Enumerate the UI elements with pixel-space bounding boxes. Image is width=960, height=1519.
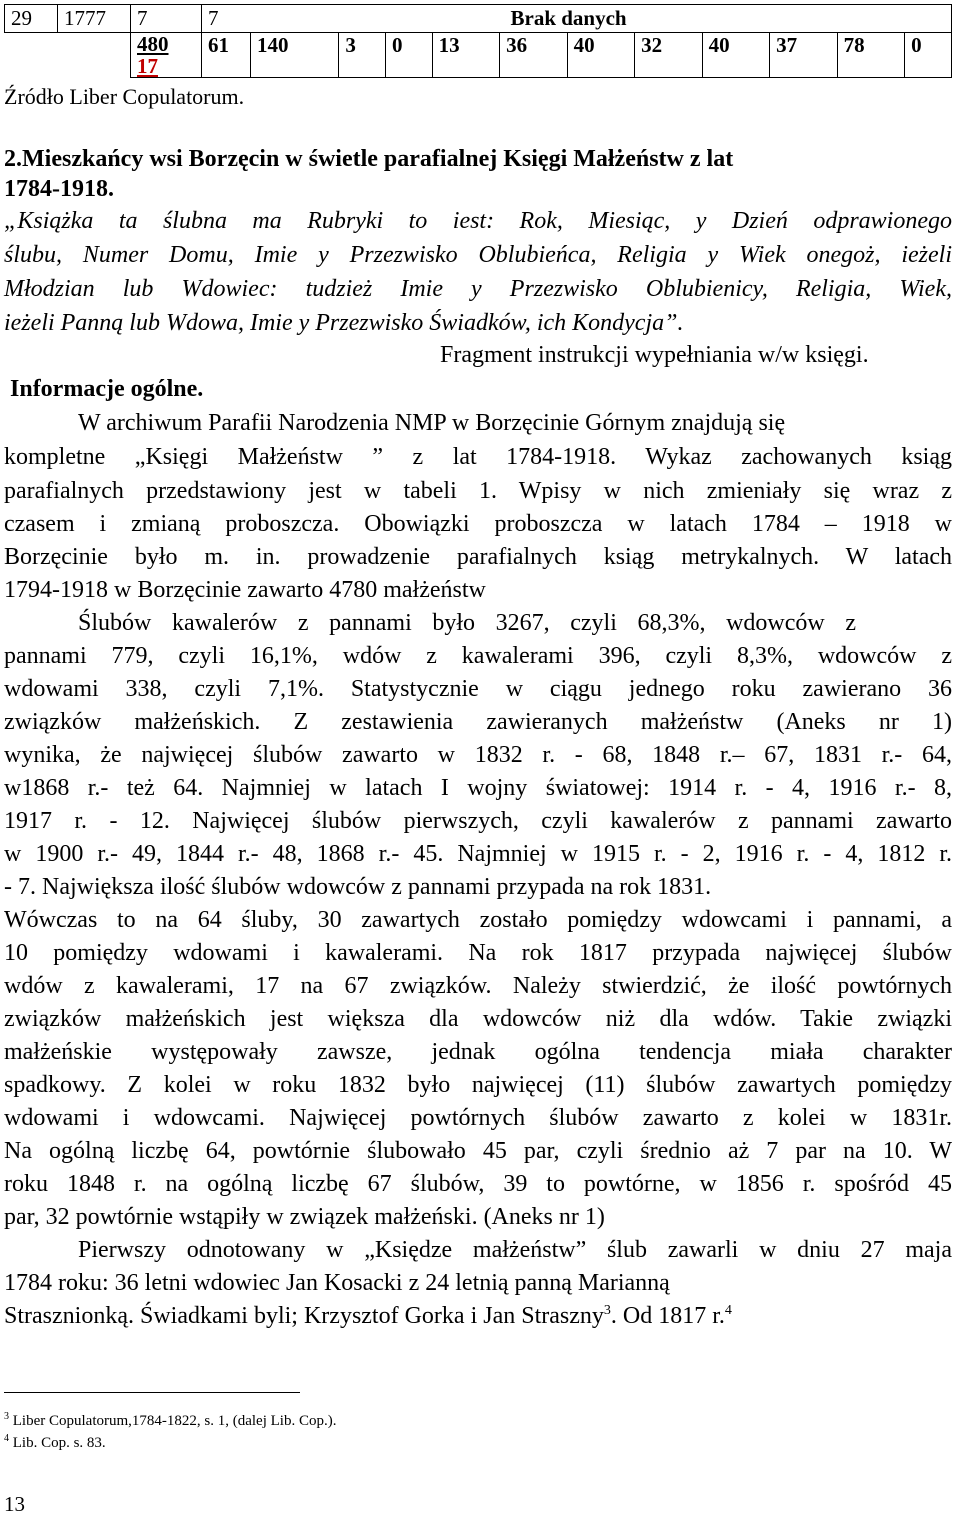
body-line: 1917 r. - 12. Najwięcej ślubów pierwszych, czyli kawalerów z pannami zawarto xyxy=(4,808,952,834)
footnote-text: Lib. Cop. s. 83. xyxy=(12,1435,106,1451)
footnote-divider xyxy=(4,1392,300,1393)
body-line: - 7. Największa ilość ślubów wdowców z pannami przypada na rok 1831. xyxy=(4,874,712,900)
table-total-cell xyxy=(131,33,202,78)
section-heading: 2.Mieszkańcy wsi Borzęcin w świetle parafialnej Księgi Małżeństw z lat xyxy=(4,146,734,172)
quote-line: ieżeli Panną lub Wdowa, Imie y Przezwisko Świadków, ich Kondycja”. xyxy=(4,310,684,336)
body-line: Wówczas to na 64 śluby, 30 zawartych zostało pomiędzy wdowcami i pannami, a xyxy=(4,907,952,933)
body-line: związków małżeńskich. Z zestawienia zawieranych małżeństw (Aneks nr 1) xyxy=(4,709,952,735)
table-total-bottom: 17 xyxy=(137,54,158,78)
footnote xyxy=(4,1430,106,1452)
body-line: w 1900 r.- 49, 1844 r.- 48, 1868 r.- 45. Najmniej w 1915 r. - 2, 1916 r. - 4, 1812 r. xyxy=(4,841,952,867)
footnote-number: 3 xyxy=(4,1411,9,1422)
table-cell: 0 xyxy=(905,33,952,78)
table-cell: 0 xyxy=(386,33,433,78)
body-line: wdowami 338, czyli 7,1%. Statystycznie w ciągu jednego roku zawierano 36 xyxy=(4,676,952,702)
footnote-ref-4[interactable]: 4 xyxy=(724,1303,732,1318)
table-cell: 3 xyxy=(339,33,386,78)
quote-line: ślubu, Numer Domu, Imie y Przezwisko Oblubieńca, Religia y Wiek onegoż, ieżeli xyxy=(4,242,952,268)
body-line: Na ogólną liczbę 64, powtórnie ślubowało 45 par, czyli średnio aż 7 par na 10. W xyxy=(4,1138,952,1164)
table-total-top: 480 xyxy=(137,32,169,56)
subheading: Informacje ogólne. xyxy=(10,376,204,402)
table-cell: 36 xyxy=(500,33,568,78)
table-cell: 37 xyxy=(770,33,838,78)
table-cell: 7 xyxy=(131,5,202,33)
marriage-count-table xyxy=(4,4,952,78)
page-number: 13 xyxy=(4,1492,25,1516)
body-line: wynika, że najwięcej ślubów zawarto w 1832 r. - 68, 1848 r.– 67, 1831 r.- 64, xyxy=(4,742,952,768)
table-cell: 32 xyxy=(635,33,703,78)
body-line: roku 1848 r. na ogólną liczbę 67 ślubów, 39 to powtórne, w 1856 r. spośród 45 xyxy=(4,1171,952,1197)
table-cell: 29 xyxy=(5,5,58,33)
body-line: wdowami i wdowcami. Najwięcej powtórnych ślubów zawarto z kolei w 1831r. xyxy=(4,1105,952,1131)
table-cell: 78 xyxy=(837,33,905,78)
body-line: W archiwum Parafii Narodzenia NMP w Borzęcinie Górnym znajdują się xyxy=(78,410,786,436)
source-note: Źródło Liber Copulatorum. xyxy=(4,84,245,109)
footnote-number: 4 xyxy=(4,1433,9,1444)
quote-line: Młodzian lub Wdowiec: tudzież Imie y Przezwisko Oblubienicy, Religia, Wiek, xyxy=(4,276,952,302)
table-cell: 40 xyxy=(567,33,635,78)
table-cell: 40 xyxy=(702,33,770,78)
body-line-text: . Od 1817 r. xyxy=(610,1303,725,1329)
body-line: związków małżeńskich jest większa dla wdowców niż dla wdów. Takie związki xyxy=(4,1006,952,1032)
footnote-text: Liber Copulatorum,1784-1822, s. 1, (dalej Lib. Cop.). xyxy=(12,1413,337,1429)
body-line: spadkowy. Z kolei w roku 1832 było najwięcej (11) ślubów zawartych pomiędzy xyxy=(4,1072,952,1098)
body-line: Pierwszy odnotowany w „Księdze małżeństw” ślub zawarli w dniu 27 maja xyxy=(78,1237,952,1263)
body-line: kompletne „Księgi Małżeństw ” z lat 1784-1918. Wykaz zachowanych ksiąg xyxy=(4,444,952,470)
body-line: parafialnych przedstawiony jest w tabeli 1. Wpisy w nich zmieniały się wraz z xyxy=(4,478,952,504)
body-line-last xyxy=(4,1301,732,1331)
body-line: Ślubów kawalerów z pannami było 3267, czyli 68,3%, wdowców z xyxy=(78,610,856,636)
table-cell: 1777 xyxy=(58,5,131,33)
quote-line: „Książka ta ślubna ma Rubryki to iest: Rok, Miesiąc, y Dzień odprawionego xyxy=(4,208,952,234)
body-line: czasem i zmianą proboszcza. Obowiązki proboszcza w latach 1784 – 1918 w xyxy=(4,511,952,537)
table-note-cell: Brak danych xyxy=(251,5,952,33)
body-line-text: Strasznionką. Świadkami byli; Krzysztof Gorka i Jan Straszny xyxy=(4,1303,604,1329)
body-line: wdów z kawalerami, 17 na 67 związków. Należy stwierdzić, że ilość powtórnych xyxy=(4,973,952,999)
body-line: 1784 roku: 36 letni wdowiec Jan Kosacki z 24 letnią panną Marianną xyxy=(4,1270,670,1296)
table-cell: 140 xyxy=(251,33,339,78)
body-line: 10 pomiędzy wdowami i kawalerami. Na rok 1817 przypada najwięcej ślubów xyxy=(4,940,952,966)
body-line: pannami 779, czyli 16,1%, wdów z kawalerami 396, czyli 8,3%, wdowców z xyxy=(4,643,952,669)
footnote-ref-3[interactable]: 3 xyxy=(603,1303,611,1318)
table-cell: 61 xyxy=(202,33,251,78)
table-cell: 13 xyxy=(432,33,500,78)
section-heading-cont: 1784-1918. xyxy=(4,176,114,202)
body-line: Borzęcinie było m. in. prowadzenie parafialnych ksiąg metrykalnych. W latach xyxy=(4,544,952,570)
table-cell: 7 xyxy=(202,5,251,33)
body-line: w1868 r.- też 64. Najmniej w latach I wojny światowej: 1914 r. - 4, 1916 r.- 8, xyxy=(4,775,952,801)
footnote xyxy=(4,1408,336,1430)
body-line: małżeńskie występowały zawsze, jednak ogólna tendencja miała charakter xyxy=(4,1039,952,1065)
quote-caption: Fragment instrukcji wypełniania w/w księgi. xyxy=(440,342,869,368)
body-line: par, 32 powtórnie wstąpiły w związek małżeński. (Aneks nr 1) xyxy=(4,1204,605,1230)
body-line: 1794-1918 w Borzęcinie zawarto 4780 małżeństw xyxy=(4,577,486,603)
